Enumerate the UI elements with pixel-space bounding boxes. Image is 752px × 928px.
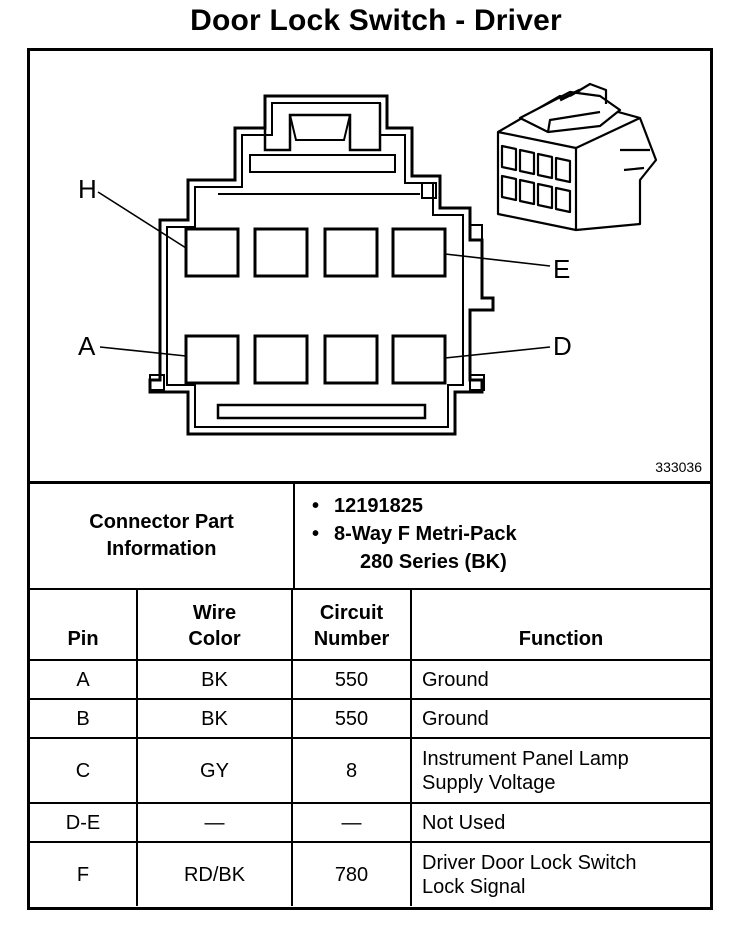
- leader-e: [445, 254, 550, 266]
- cell-wire-color: BK: [137, 660, 292, 699]
- pin-label-d: D: [553, 331, 572, 361]
- table-row: [30, 738, 710, 803]
- part-description: • 8-Way F Metri-Pack 280 Series (BK): [308, 520, 517, 576]
- pin-cavity-b: [255, 336, 307, 383]
- cell-wire-color: GY: [137, 738, 292, 803]
- cell-wire-color: BK: [137, 699, 292, 738]
- cell-function: Instrument Panel Lamp Supply Voltage: [411, 738, 710, 803]
- cell-circuit: 550: [292, 699, 411, 738]
- connector-perspective-icon: [498, 84, 656, 230]
- pin-label-a: A: [78, 331, 96, 361]
- connector-part-label: Connector Part Information: [30, 484, 295, 588]
- latch-icon: [265, 103, 380, 150]
- figure-number: 333036: [655, 459, 702, 475]
- connector-diagram: [30, 51, 710, 481]
- pin-cavity-h: [186, 229, 238, 276]
- cell-pin: A: [30, 660, 137, 699]
- cell-pin: B: [30, 699, 137, 738]
- bottom-rail: [218, 405, 425, 418]
- header-wire-color: Wire Color: [137, 589, 292, 660]
- cell-function: Not Used: [411, 803, 710, 842]
- cell-pin: C: [30, 738, 137, 803]
- connector-part-information: [30, 484, 710, 588]
- pin-cavity-f: [325, 229, 377, 276]
- cell-circuit: 8: [292, 738, 411, 803]
- table-row: [30, 699, 710, 738]
- cell-wire-color: RD/BK: [137, 842, 292, 906]
- page-title: Door Lock Switch - Driver: [190, 4, 562, 37]
- cell-pin: D-E: [30, 803, 137, 842]
- pin-cavity-g: [255, 229, 307, 276]
- cell-function: Driver Door Lock Switch Lock Signal: [411, 842, 710, 906]
- table-row: [30, 803, 710, 842]
- cell-function: Ground: [411, 699, 710, 738]
- cell-function: Ground: [411, 660, 710, 699]
- cell-circuit: —: [292, 803, 411, 842]
- pin-cavity-d: [393, 336, 445, 383]
- pinout-table: [30, 588, 710, 906]
- cell-circuit: 550: [292, 660, 411, 699]
- header-pin: Pin: [30, 589, 137, 660]
- connector-part-list: [308, 492, 517, 576]
- cell-pin: F: [30, 842, 137, 906]
- table-row: [30, 660, 710, 699]
- pin-label-h: H: [78, 174, 97, 204]
- header-circuit-number: Circuit Number: [292, 589, 411, 660]
- pin-cavity-c: [325, 336, 377, 383]
- leader-d: [445, 347, 550, 358]
- pin-label-e: E: [553, 254, 571, 284]
- leader-a: [100, 347, 186, 356]
- cell-circuit: 780: [292, 842, 411, 906]
- header-function: Function: [411, 589, 710, 660]
- table-header-row: [30, 589, 710, 660]
- part-number: • 12191825: [308, 492, 517, 520]
- pin-cavity-e: [393, 229, 445, 276]
- pin-cavity-a: [186, 336, 238, 383]
- cell-wire-color: —: [137, 803, 292, 842]
- table-row: [30, 842, 710, 906]
- connector-frame: [27, 48, 713, 910]
- part-series: 280 Series (BK): [360, 551, 507, 573]
